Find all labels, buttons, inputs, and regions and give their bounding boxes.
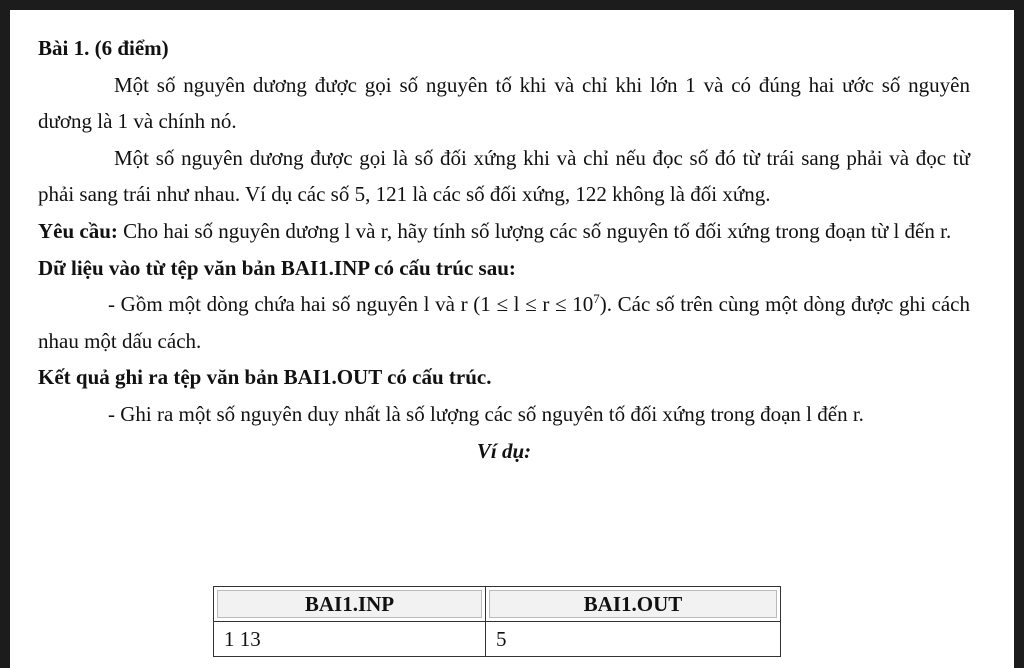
example-output-cell: 5 [485, 622, 780, 657]
example-header-output: BAI1.OUT [485, 587, 780, 622]
problem-statement [38, 30, 970, 469]
input-desc-after: ). Các số trên cùng một dòng được ghi cách nhau một dấu cách. [38, 292, 970, 353]
requirement-label: Yêu cầu: [38, 218, 118, 243]
table-row [214, 622, 781, 657]
problem-title: Bài 1. (6 điểm) [38, 36, 169, 60]
input-desc-exponent: 7 [593, 291, 600, 307]
input-desc-before: - Gồm một dòng chứa hai số nguyên l và r (1 ≤ l ≤ r ≤ 10 [108, 292, 594, 317]
palindrome-definition: Một số nguyên dương được gọi là số đối xứng khi và chỉ nếu đọc số đó từ trái sang phải và đọc từ phải sang trái như nhau. Ví dụ các số 5, 121 là các số đối xứng, 122 không là đối xứng. [38, 145, 970, 207]
requirement-paragraph [38, 213, 970, 250]
output-heading: Kết quả ghi ra tệp văn bản BAI1.OUT có cấu trúc. [38, 365, 492, 390]
example-header-input: BAI1.INP [214, 587, 486, 622]
input-heading: Dữ liệu vào từ tệp văn bản BAI1.INP có cấu trúc sau: [38, 255, 516, 280]
output-description: - Ghi ra một số nguyên duy nhất là số lượng các số nguyên tố đối xứng trong đoạn l đến r. [108, 401, 864, 426]
example-title: Ví dụ: [476, 438, 532, 463]
example-input-cell: 1 13 [214, 622, 486, 657]
example-table-header-row [214, 587, 781, 622]
example-table [213, 586, 781, 657]
document-page [10, 10, 1014, 668]
prime-definition: Một số nguyên dương được gọi số nguyên tố khi và chỉ khi lớn 1 và có đúng hai ước số nguyên dương là 1 và chính nó. [38, 72, 970, 134]
requirement-text: Cho hai số nguyên dương l và r, hãy tính số lượng các số nguyên tố đối xứng trong đoạn từ l đến r. [117, 218, 952, 243]
input-description [38, 286, 970, 359]
